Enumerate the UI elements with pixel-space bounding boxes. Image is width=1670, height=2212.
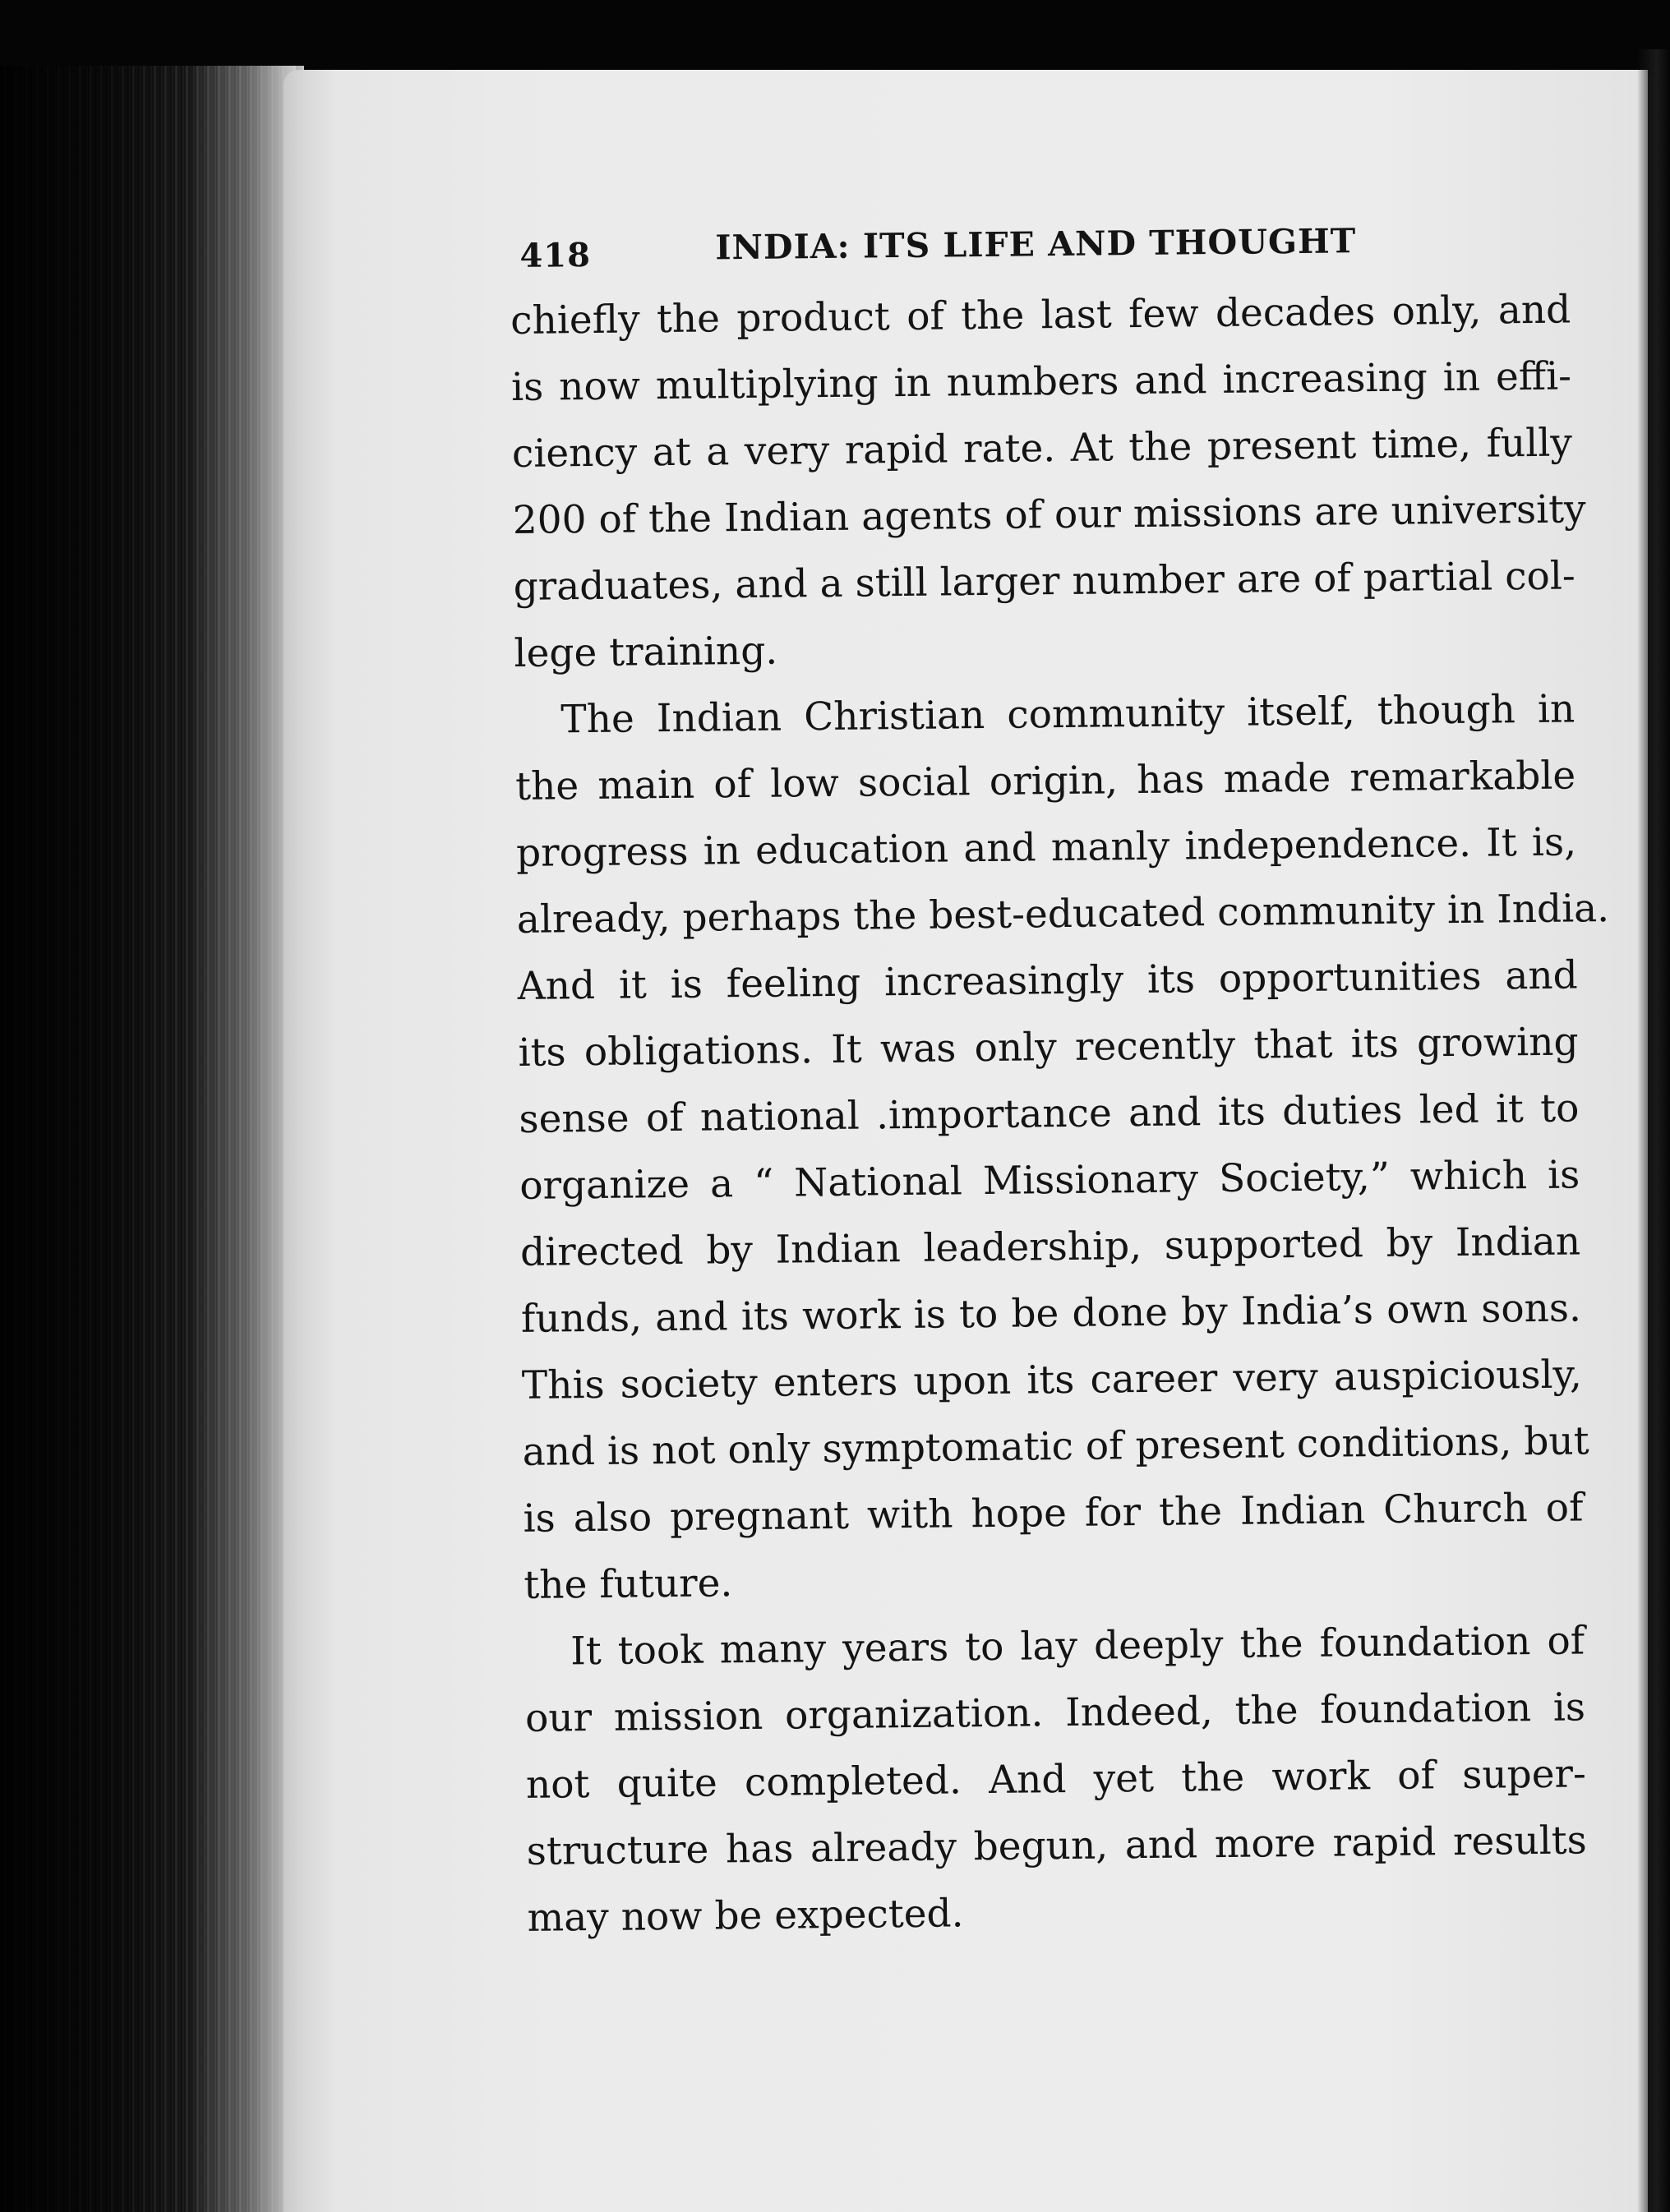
- text-line: 200 of the Indian agents of our missions are university: [512, 486, 1586, 543]
- paragraph-1: [510, 276, 1586, 686]
- text-line: structure has already begun, and more rapid results: [526, 1818, 1587, 1874]
- text-line: The Indian Christian community itself, though in: [561, 686, 1575, 743]
- text-line: funds, and its work is to be done by India’s own sons.: [520, 1285, 1582, 1342]
- page-gutter-shadow: [189, 66, 304, 2212]
- text-line: and is not only symptomatic of present conditions, but: [522, 1418, 1589, 1475]
- text-line: directed by Indian leadership, supported by Indian: [519, 1219, 1581, 1275]
- text-line: already, perhaps the best-educated community in India.: [516, 886, 1610, 942]
- text-line: chiefly the product of the last few decades only, and: [510, 287, 1571, 343]
- text-line: the main of low social origin, has made remarkable: [514, 753, 1576, 809]
- text-line: the future.: [524, 1560, 733, 1608]
- page-content: [510, 210, 1610, 1951]
- text-line: It took many years to lay deeply the foundation of: [570, 1618, 1585, 1675]
- text-line: graduates, and a still larger number are of partial col-: [513, 553, 1575, 610]
- running-title: INDIA: ITS LIFE AND THOUGHT: [715, 221, 1357, 268]
- running-head: [510, 210, 1571, 288]
- text-line: And it is feeling increasingly its opportunities and: [517, 952, 1578, 1009]
- text-line: is also pregnant with hope for the Indian Church of: [523, 1485, 1584, 1541]
- text-line: sense of national .importance and its duties led it to: [519, 1085, 1580, 1142]
- text-line: ciency at a very rapid rate. At the present time, fully: [511, 420, 1573, 477]
- text-line: our mission organization. Indeed, the foundation is: [524, 1684, 1586, 1741]
- text-line: This society enters upon its career very auspiciously,: [521, 1352, 1583, 1408]
- scanner-right-border: [1637, 49, 1670, 2212]
- text-line: organize a “ National Missionary Society,” which is: [519, 1152, 1580, 1209]
- text-line: not quite completed. And yet the work of super-: [525, 1751, 1587, 1808]
- page-number: 418: [519, 235, 592, 275]
- paragraph-3: [524, 1607, 1588, 1951]
- text-line: is now multiplying in numbers and increasing in effi-: [510, 353, 1572, 410]
- text-line: may now be expected.: [527, 1891, 964, 1941]
- paragraph-2: [514, 675, 1610, 1618]
- text-line: its obligations. It was only recently that its growing: [518, 1019, 1579, 1076]
- text-line: progress in education and manly independence. It is,: [515, 819, 1577, 876]
- text-line: lege training.: [514, 628, 778, 676]
